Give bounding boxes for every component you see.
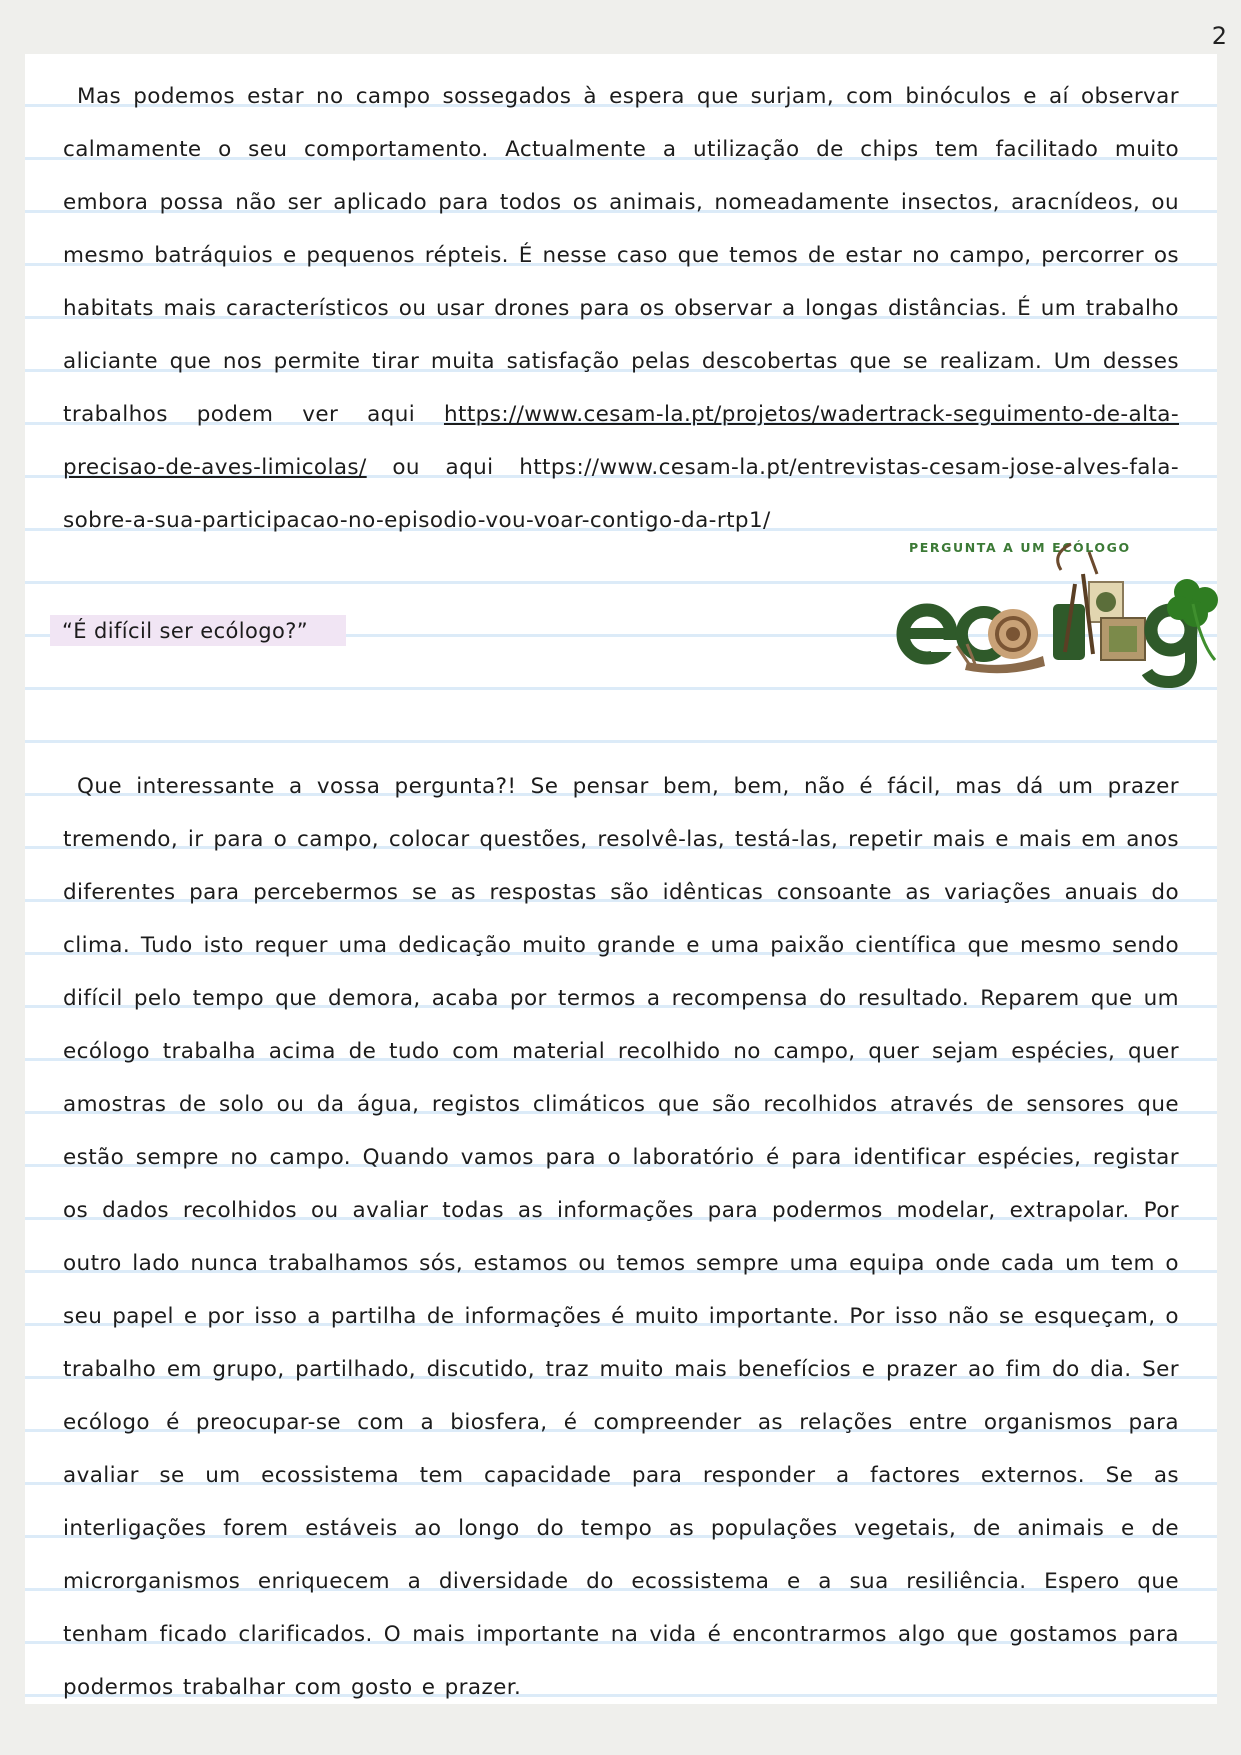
- logo-tagline: PERGUNTA A UM ECÓLOGO: [909, 540, 1131, 555]
- lined-paper-sheet: [25, 54, 1217, 1704]
- logo-artwork: [875, 534, 1227, 734]
- wadertrack-link[interactable]: https://www.cesam-la.pt/projetos/wadertrack-seguimento-de-alta-precisao-de-aves-limicolas/: [63, 402, 1179, 480]
- paragraph-intro-connector: ou aqui: [366, 455, 520, 480]
- paragraph-answer: Que interessante a vossa pergunta?! Se pensar bem, bem, não é fácil, mas dá um prazer tremendo, ir para o campo, colocar questões, resolvê-las, testá-las, repetir mais e mais em anos diferentes para percebermos se as respostas são idênticas consoante as variações anuais do clima. Tudo isto requer uma dedicação muito grande e uma paixão científica que mesmo sendo difícil pelo tempo que demora, acaba por termos a recompensa do resultado. Reparem que um ecólogo trabalha acima de tudo com material recolhido no campo, quer sejam espécies, quer amostras de solo ou da água, registos climáticos que são recolhidos através de sensores que estão sempre no campo. Quando vamos para o laboratório é para identificar espécies, registar os dados recolhidos ou avaliar todas as informações para podermos modelar, extrapolar. Por outro lado nunca trabalhamos sós, estamos ou temos sempre uma equipa onde cada um tem o seu papel e por isso a partilha de informações é muito importante. Por isso não se esqueçam, o trabalho em grupo, partilhado, discutido, traz muito mais benefícios e prazer ao fim do dia. Ser ecólogo é preocupar-se com a biosfera, é compreender as relações entre organismos para avaliar se um ecossistema tem capacidade para responder a factores externos. Se as interligações forem estáveis ao longo do tempo as populações vegetais, de animais e de microrganismos enriquecem a diversidade do ecossistema e a sua resiliência. Espero que tenham ficado clarificados. O mais importante na vida é encontrarmos algo que gostamos para podermos trabalhar com gosto e prazer.: [63, 774, 1179, 1700]
- paragraph-intro-text: Mas podemos estar no campo sossegados à espera que surjam, com binóculos e aí observar calmamente o seu comportamento. Actualmente a utilização de chips tem facilitado muito embora possa não ser aplicado para todos os animais, nomeadamente insectos, aracnídeos, ou mesmo batráquios e pequenos répteis. É nesse caso que temos de estar no campo, percorrer os habitats mais característicos ou usar drones para os observar a longas distâncias. É um trabalho aliciante que nos permite tirar muita satisfação pelas descobertas que se realizam. Um desses trabalhos podem ver aqui: [63, 84, 1179, 427]
- interview-url: https://www.cesam-la.pt/entrevistas-cesam-jose-alves-fala-sobre-a-sua-participacao-no-episodio-vou-voar-contigo-da-rtp1/: [63, 455, 1179, 533]
- logo-letter-e: [903, 610, 957, 658]
- pergunta-a-um-ecologo-logo: [875, 534, 1227, 734]
- page-number: 2: [1211, 22, 1227, 50]
- question-heading: “É difícil ser ecólogo?”: [50, 615, 346, 646]
- paragraph-intro: [63, 70, 1179, 547]
